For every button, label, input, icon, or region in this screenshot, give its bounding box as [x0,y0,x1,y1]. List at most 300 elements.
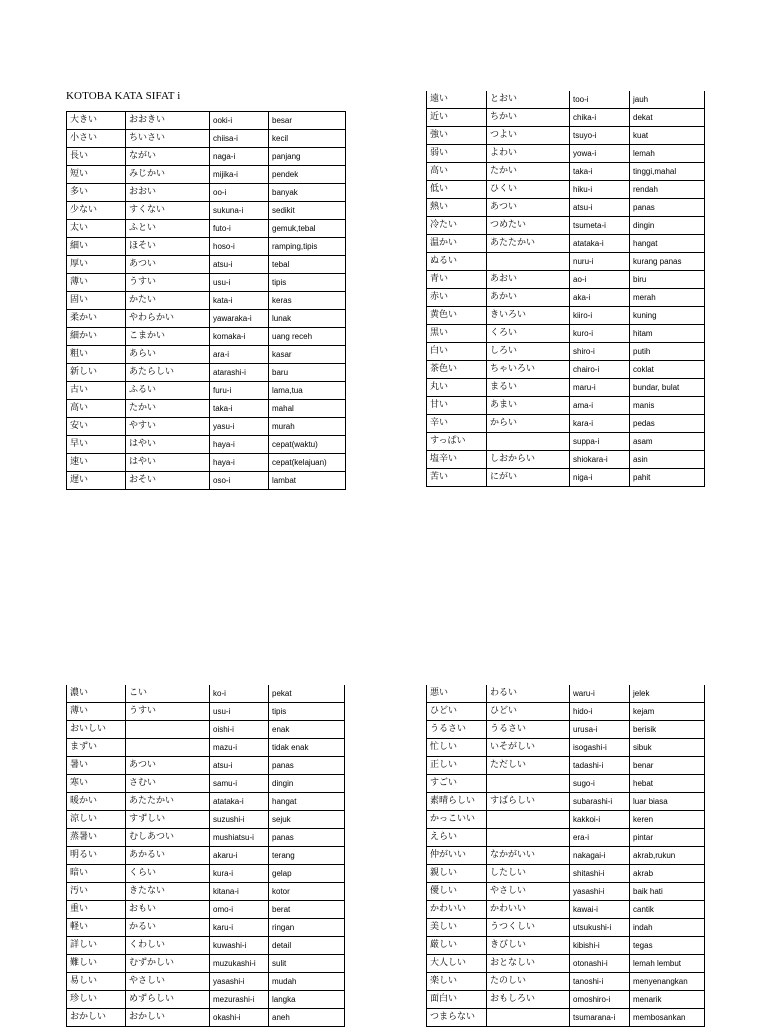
meaning-cell: aneh [269,1009,345,1027]
kana-cell [487,811,570,829]
kana-cell: きたない [126,883,210,901]
romaji-cell: suzushi-i [210,811,269,829]
table-row [427,181,705,199]
kana-cell: むしあつい [126,829,210,847]
kana-cell: ちかい [487,109,570,127]
kana-cell: たかい [487,163,570,181]
table-row [427,307,705,325]
romaji-cell: komaka-i [210,328,269,346]
kanji-cell: 大人しい [427,955,487,973]
meaning-cell: lunak [269,310,346,328]
romaji-cell: atataka-i [570,235,630,253]
meaning-cell: panjang [269,148,346,166]
meaning-cell: dingin [269,775,345,793]
kana-cell: すくない [126,202,210,220]
meaning-cell: berisik [630,721,705,739]
kanji-cell: 長い [67,148,126,166]
meaning-cell: panas [269,757,345,775]
kana-cell: こい [126,685,210,703]
meaning-cell: membosankan [630,1009,705,1027]
table-row [427,757,705,775]
romaji-cell: sugo-i [570,775,630,793]
table-row [427,955,705,973]
meaning-cell: cepat(kelajuan) [269,454,346,472]
romaji-cell: ao-i [570,271,630,289]
meaning-cell: enak [269,721,345,739]
romaji-cell: too-i [570,91,630,109]
table-row [67,901,345,919]
table-row [67,775,345,793]
table-row [67,400,346,418]
romaji-cell: kura-i [210,865,269,883]
romaji-cell: muzukashi-i [210,955,269,973]
kana-cell: ふるい [126,382,210,400]
romaji-cell: shiokara-i [570,451,630,469]
table-row [427,343,705,361]
meaning-cell: menyenangkan [630,973,705,991]
table-row [67,703,345,721]
kana-cell: きいろい [487,307,570,325]
kanji-cell: つまらない [427,1009,487,1027]
meaning-cell: tegas [630,937,705,955]
kanji-cell: 茶色い [427,361,487,379]
meaning-cell: tebal [269,256,346,274]
kana-cell: かわいい [487,901,570,919]
table-row [67,829,345,847]
table-row [427,235,705,253]
kana-cell: あつい [126,256,210,274]
kana-cell: くろい [487,325,570,343]
romaji-cell: omoshiro-i [570,991,630,1009]
table-row [427,127,705,145]
table-row [67,793,345,811]
kanji-cell: 親しい [427,865,487,883]
romaji-cell: nakagai-i [570,847,630,865]
romaji-cell: atsu-i [210,757,269,775]
romaji-cell: shiro-i [570,343,630,361]
meaning-cell: terang [269,847,345,865]
kana-cell: にがい [487,469,570,487]
kanji-cell: 近い [427,109,487,127]
kana-cell: あかい [487,289,570,307]
kana-cell: ひくい [487,181,570,199]
table-row [427,109,705,127]
meaning-cell: kuat [630,127,705,145]
romaji-cell: kuwashi-i [210,937,269,955]
table-row [67,739,345,757]
table-row [427,379,705,397]
kana-cell: やさしい [126,973,210,991]
table-row [67,184,346,202]
meaning-cell: pintar [630,829,705,847]
kana-cell: おおきい [126,112,210,130]
kana-cell: うつくしい [487,919,570,937]
romaji-cell: kawai-i [570,901,630,919]
kanji-cell: 短い [67,166,126,184]
meaning-cell: indah [630,919,705,937]
kana-cell: あたたかい [487,235,570,253]
kanji-cell: 細かい [67,328,126,346]
kana-cell: くわしい [126,937,210,955]
meaning-cell: ringan [269,919,345,937]
romaji-cell: kiiro-i [570,307,630,325]
meaning-cell: ramping,tipis [269,238,346,256]
kanji-cell: 詳しい [67,937,126,955]
kana-cell: あつい [487,199,570,217]
meaning-cell: pedas [630,415,705,433]
meaning-cell: manis [630,397,705,415]
meaning-cell: bundar, bulat [630,379,705,397]
table-row [427,433,705,451]
romaji-cell: furu-i [210,382,269,400]
kana-cell: おおい [126,184,210,202]
romaji-cell: usu-i [210,703,269,721]
meaning-cell: kasar [269,346,346,364]
romaji-cell: oishi-i [210,721,269,739]
table-row [67,166,346,184]
romaji-cell: oso-i [210,472,269,490]
meaning-cell: benar [630,757,705,775]
kanji-cell: 重い [67,901,126,919]
table-row [67,148,346,166]
table-row [427,937,705,955]
table-row [427,289,705,307]
kanji-cell: 濃い [67,685,126,703]
kana-cell: みじかい [126,166,210,184]
meaning-cell: cantik [630,901,705,919]
kana-cell: くらい [126,865,210,883]
kana-cell: すずしい [126,811,210,829]
kana-cell: しろい [487,343,570,361]
romaji-cell: ara-i [210,346,269,364]
meaning-cell: mudah [269,973,345,991]
kanji-cell: ひどい [427,703,487,721]
romaji-cell: atataka-i [210,793,269,811]
meaning-cell: murah [269,418,346,436]
romaji-cell: subarashi-i [570,793,630,811]
kanji-cell: 赤い [427,289,487,307]
kana-cell: うるさい [487,721,570,739]
vocab-table-top-right [426,91,705,487]
kana-cell: あたたかい [126,793,210,811]
table-row [427,775,705,793]
romaji-cell: chika-i [570,109,630,127]
meaning-cell: jelek [630,685,705,703]
romaji-cell: tsumeta-i [570,217,630,235]
romaji-cell: kuro-i [570,325,630,343]
meaning-cell: tidak enak [269,739,345,757]
romaji-cell: kakkoi-i [570,811,630,829]
table-row [67,202,346,220]
kanji-cell: 熱い [427,199,487,217]
table-row [67,991,345,1009]
kanji-cell: 甘い [427,397,487,415]
kanji-cell: 柔かい [67,310,126,328]
kanji-cell: 易しい [67,973,126,991]
kana-cell: わるい [487,685,570,703]
table-row [427,163,705,181]
table-row [67,274,346,292]
meaning-cell: sulit [269,955,345,973]
meaning-cell: menarik [630,991,705,1009]
kana-cell [126,739,210,757]
kana-cell: からい [487,415,570,433]
romaji-cell: futo-i [210,220,269,238]
kanji-cell: 塩辛い [427,451,487,469]
romaji-cell: chairo-i [570,361,630,379]
meaning-cell: hangat [269,793,345,811]
kanji-cell: 薄い [67,274,126,292]
kana-cell: ちゃいろい [487,361,570,379]
kanji-cell: 青い [427,271,487,289]
kana-cell: うすい [126,703,210,721]
kanji-cell: 白い [427,343,487,361]
kanji-cell: 小さい [67,130,126,148]
table-row [427,685,705,703]
kanji-cell: ぬるい [427,253,487,271]
kanji-cell: 軽い [67,919,126,937]
meaning-cell: gemuk,tebal [269,220,346,238]
romaji-cell: urusa-i [570,721,630,739]
kanji-cell: 美しい [427,919,487,937]
table-row [427,361,705,379]
romaji-cell: utsukushi-i [570,919,630,937]
kanji-cell: 珍しい [67,991,126,1009]
table-row [67,238,346,256]
kanji-cell: 遠い [427,91,487,109]
kana-cell [487,775,570,793]
romaji-cell: usu-i [210,274,269,292]
kana-cell: おもい [126,901,210,919]
meaning-cell: berat [269,901,345,919]
romaji-cell: sukuna-i [210,202,269,220]
kanji-cell: 冷たい [427,217,487,235]
kanji-cell: 多い [67,184,126,202]
kana-cell: あつい [126,757,210,775]
table-row [427,145,705,163]
romaji-cell: taka-i [570,163,630,181]
meaning-cell: tinggi,mahal [630,163,705,181]
kana-cell: たのしい [487,973,570,991]
kana-cell [126,721,210,739]
kanji-cell: 細い [67,238,126,256]
meaning-cell: panas [269,829,345,847]
romaji-cell: atsu-i [210,256,269,274]
romaji-cell: isogashi-i [570,739,630,757]
table-row [67,685,345,703]
romaji-cell: hiku-i [570,181,630,199]
kana-cell: ちいさい [126,130,210,148]
kanji-cell: 薄い [67,703,126,721]
meaning-cell: besar [269,112,346,130]
romaji-cell: yasashi-i [210,973,269,991]
kanji-cell: 仲がいい [427,847,487,865]
meaning-cell: lemah [630,145,705,163]
table-row [67,256,346,274]
table-row [67,883,345,901]
meaning-cell: sibuk [630,739,705,757]
kanji-cell: 新しい [67,364,126,382]
meaning-cell: dingin [630,217,705,235]
romaji-cell: okashi-i [210,1009,269,1027]
kana-cell: すばらしい [487,793,570,811]
table-row [427,865,705,883]
table-row [427,847,705,865]
kanji-cell: 辛い [427,415,487,433]
kanji-cell: かっこいい [427,811,487,829]
table-row [427,217,705,235]
table-row [67,310,346,328]
meaning-cell: tipis [269,274,346,292]
meaning-cell: kecil [269,130,346,148]
kanji-cell: 黄色い [427,307,487,325]
table-row [427,973,705,991]
meaning-cell: mahal [269,400,346,418]
meaning-cell: gelap [269,865,345,883]
romaji-cell: waru-i [570,685,630,703]
table-row [67,364,346,382]
kanji-cell: 素晴らしい [427,793,487,811]
table-row [67,454,346,472]
kana-cell: あおい [487,271,570,289]
romaji-cell: shitashi-i [570,865,630,883]
meaning-cell: lama,tua [269,382,346,400]
romaji-cell: chiisa-i [210,130,269,148]
table-row [427,811,705,829]
table-row [427,253,705,271]
kana-cell: やさしい [487,883,570,901]
kanji-cell: 太い [67,220,126,238]
table-row [427,703,705,721]
kana-cell: なかがいい [487,847,570,865]
kanji-cell: 弱い [427,145,487,163]
meaning-cell: panas [630,199,705,217]
kanji-cell: 黒い [427,325,487,343]
romaji-cell: mezurashi-i [210,991,269,1009]
meaning-cell: pekat [269,685,345,703]
kana-cell [487,829,570,847]
kana-cell: うすい [126,274,210,292]
meaning-cell: pahit [630,469,705,487]
table-row [427,991,705,1009]
meaning-cell: langka [269,991,345,1009]
romaji-cell: haya-i [210,436,269,454]
kanji-cell: 安い [67,418,126,436]
kana-cell: おもしろい [487,991,570,1009]
meaning-cell: tipis [269,703,345,721]
kanji-cell: 蒸暑い [67,829,126,847]
romaji-cell: hido-i [570,703,630,721]
kanji-cell: 暖かい [67,793,126,811]
kana-cell: めずらしい [126,991,210,1009]
table-row [427,199,705,217]
table-row [67,955,345,973]
kanji-cell: 強い [427,127,487,145]
romaji-cell: samu-i [210,775,269,793]
kana-cell [487,253,570,271]
meaning-cell: jauh [630,91,705,109]
romaji-cell: era-i [570,829,630,847]
kana-cell: こまかい [126,328,210,346]
romaji-cell: haya-i [210,454,269,472]
romaji-cell: taka-i [210,400,269,418]
kana-cell: やすい [126,418,210,436]
meaning-cell: akrab,rukun [630,847,705,865]
table-row [427,829,705,847]
kana-cell: あたらしい [126,364,210,382]
romaji-cell: otonashi-i [570,955,630,973]
meaning-cell: hangat [630,235,705,253]
kanji-cell: えらい [427,829,487,847]
romaji-cell: yawaraka-i [210,310,269,328]
meaning-cell: asam [630,433,705,451]
kana-cell: はやい [126,436,210,454]
table-row [427,469,705,487]
romaji-cell: oo-i [210,184,269,202]
kanji-cell: 速い [67,454,126,472]
romaji-cell: naga-i [210,148,269,166]
kana-cell: ひどい [487,703,570,721]
romaji-cell: ooki-i [210,112,269,130]
kanji-cell: 温かい [427,235,487,253]
meaning-cell: sejuk [269,811,345,829]
kanji-cell: 遅い [67,472,126,490]
kana-cell: ながい [126,148,210,166]
kanji-cell: 汚い [67,883,126,901]
kana-cell: きびしい [487,937,570,955]
table-row [427,721,705,739]
romaji-cell: tadashi-i [570,757,630,775]
meaning-cell: kurang panas [630,253,705,271]
romaji-cell: atarashi-i [210,364,269,382]
kanji-cell: 低い [427,181,487,199]
kanji-cell: 寒い [67,775,126,793]
table-row [67,220,346,238]
meaning-cell: akrab [630,865,705,883]
meaning-cell: kejam [630,703,705,721]
romaji-cell: maru-i [570,379,630,397]
meaning-cell: baik hati [630,883,705,901]
kana-cell: つめたい [487,217,570,235]
meaning-cell: keras [269,292,346,310]
kanji-cell: かわいい [427,901,487,919]
table-row [67,472,346,490]
meaning-cell: cepat(waktu) [269,436,346,454]
kana-cell: やわらかい [126,310,210,328]
kanji-cell: 固い [67,292,126,310]
romaji-cell: niga-i [570,469,630,487]
vocab-table-bottom-right [426,685,705,1027]
kana-cell: かたい [126,292,210,310]
page-title: KOTOBA KATA SIFAT i [66,90,181,102]
kanji-cell: 暑い [67,757,126,775]
table-row [427,901,705,919]
kanji-cell: 高い [427,163,487,181]
romaji-cell: mijika-i [210,166,269,184]
kana-cell: つよい [487,127,570,145]
meaning-cell: banyak [269,184,346,202]
romaji-cell: mushiatsu-i [210,829,269,847]
meaning-cell: baru [269,364,346,382]
kanji-cell: 暗い [67,865,126,883]
romaji-cell: yasu-i [210,418,269,436]
romaji-cell: yasashi-i [570,883,630,901]
meaning-cell: lambat [269,472,346,490]
kanji-cell: 明るい [67,847,126,865]
romaji-cell: atsu-i [570,199,630,217]
kana-cell: ほそい [126,238,210,256]
romaji-cell: ko-i [210,685,269,703]
